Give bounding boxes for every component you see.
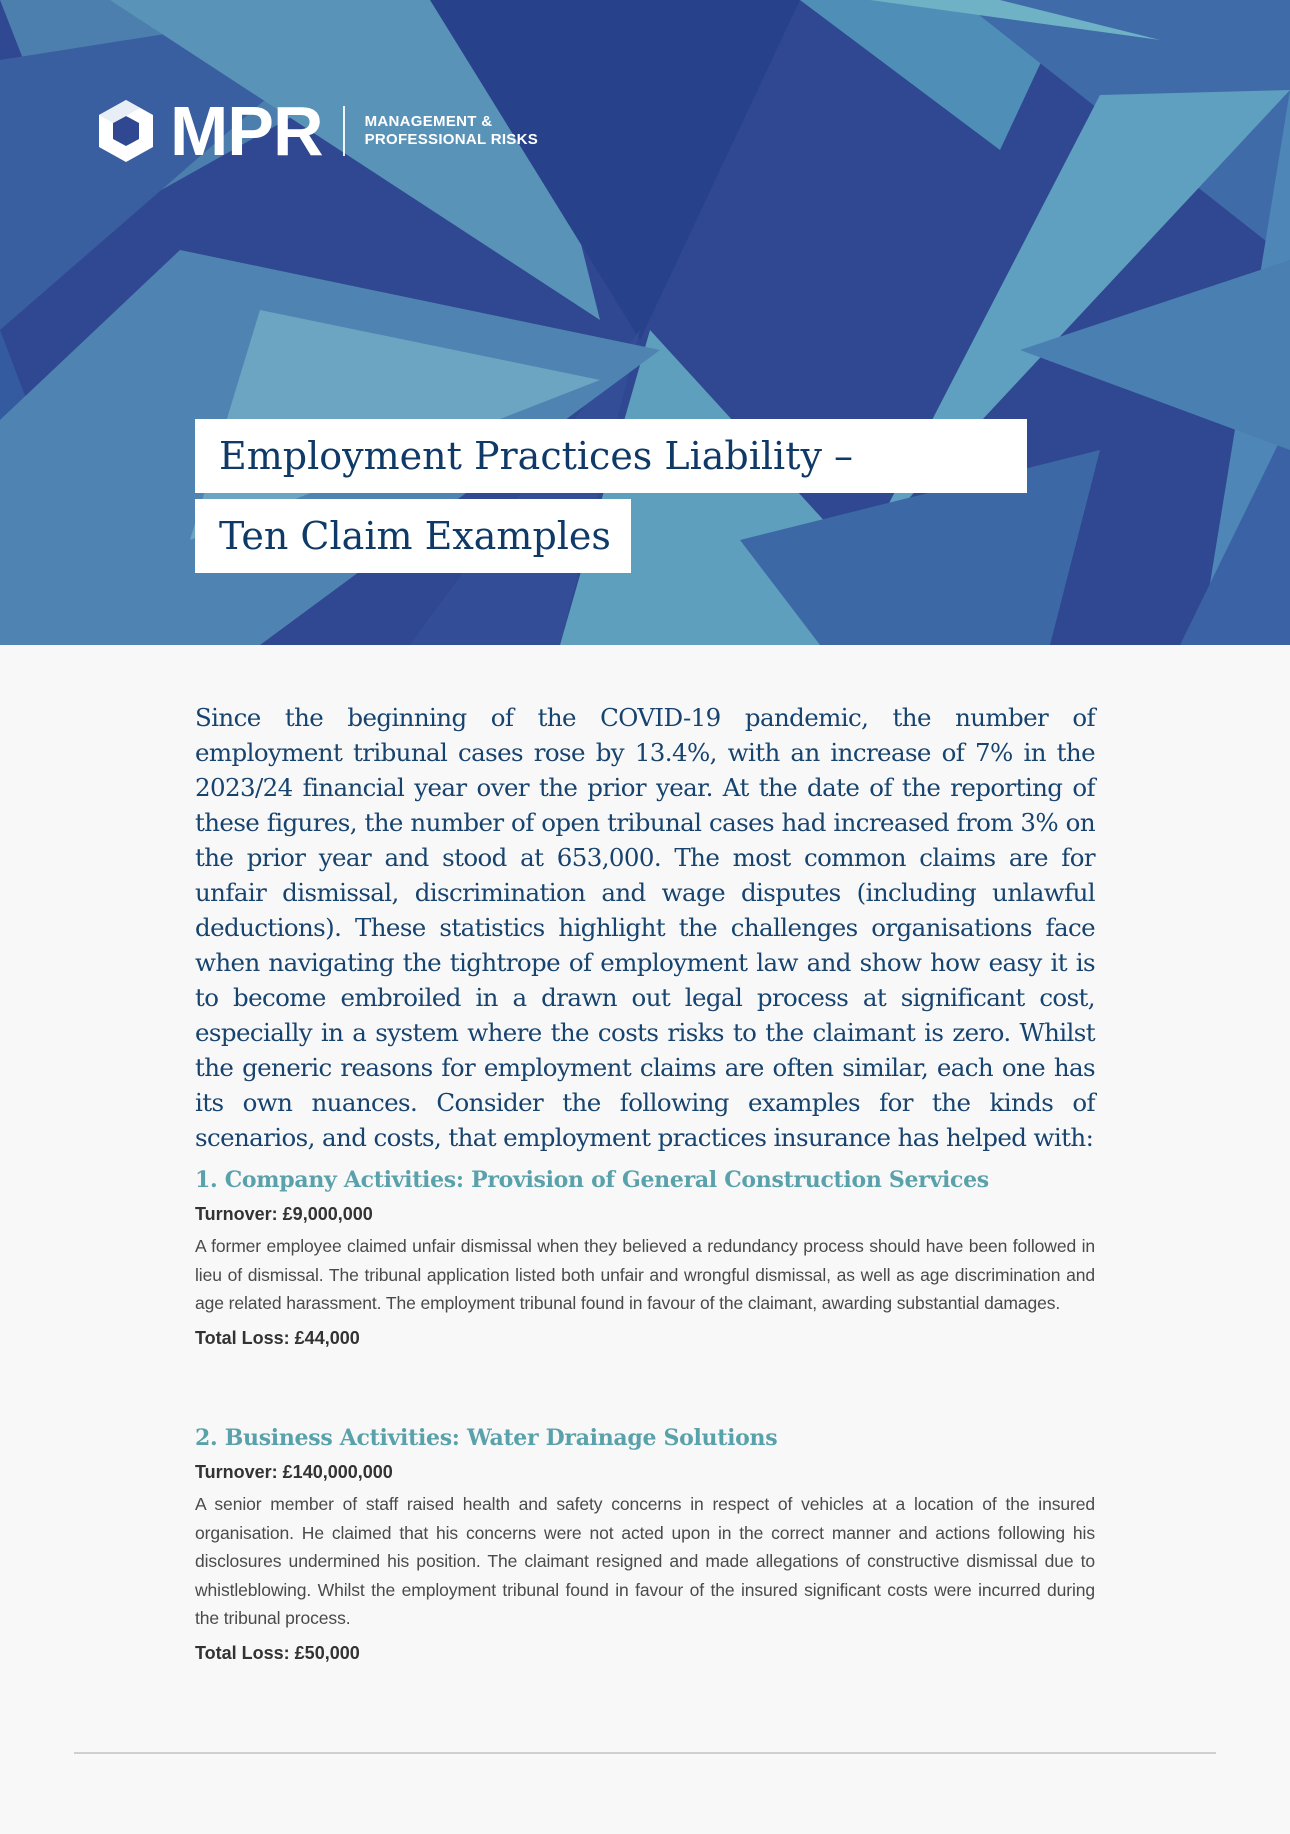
hexagon-logo-icon <box>96 98 156 164</box>
logo-tagline <box>365 113 538 149</box>
intro-paragraph: Since the beginning of the COVID-19 pandemic, the number of employment tribunal cases rose by 13.4%, with an increase of 7% in the 2023/24 financial year over the prior year. At the date of the reporting of these figures, the number of open tribunal cases had increased from 3% on the prior year and stood at 653,000. The most common claims are for unfair dismissal, discrimination and wage disputes (including unlawful deductions). These statistics highlight the challenges organisations face when navigating the tightrope of employment law and show how easy it is to become embroiled in a drawn out legal process at significant cost, especially in a system where the costs risks to the claimant is zero. Whilst the generic reasons for employment claims are often similar, each one has its own nuances. Consider the following examples for the kinds of scenarios, and costs, that employment practices insurance has helped with: <box>195 703 1095 1152</box>
claim-description: A senior member of staff raised health and safety concerns in respect of vehicles at a location of the insured organisation. He claimed that his concerns were not acted upon in the correct manner and actions following his disclosures undermined his position. The claimant resigned and made allegations of constructive dismissal due to whistleblowing. Whilst the employment tribunal found in favour of the insured significant costs were incurred during the tribunal process. <box>195 1494 1095 1629</box>
claim-example-1 <box>195 1166 1095 1350</box>
hero-banner <box>0 0 1290 645</box>
logo-wordmark: MPR <box>170 92 323 170</box>
page-title-line-1: Employment Practices Liability – <box>195 419 1027 493</box>
footer-divider <box>74 1752 1216 1754</box>
logo-divider <box>343 106 345 156</box>
mpr-logo <box>96 92 539 170</box>
tagline-line-1: MANAGEMENT & <box>364 113 493 130</box>
claim-description: A former employee claimed unfair dismissal when they believed a redundancy process should have been followed in lieu of dismissal. The tribunal application listed both unfair and wrongful dismissal, as well as age discrimination and age related harassment. The employment tribunal found in favour of the claimant, awarding substantial damages. <box>195 1236 1095 1314</box>
claim-title: 2. Business Activities: Water Drainage Solutions <box>195 1425 778 1451</box>
claim-turnover: Turnover: £9,000,000 <box>195 1204 373 1224</box>
claim-example-2 <box>195 1424 1095 1665</box>
claim-title: 1. Company Activities: Provision of General Construction Services <box>195 1167 989 1193</box>
tagline-line-2: PROFESSIONAL RISKS <box>364 131 539 148</box>
page-title-line-2: Ten Claim Examples <box>195 499 631 573</box>
claim-total-loss: Total Loss: £50,000 <box>195 1642 360 1663</box>
claim-turnover: Turnover: £140,000,000 <box>195 1462 393 1482</box>
claim-total-loss: Total Loss: £44,000 <box>195 1327 360 1348</box>
